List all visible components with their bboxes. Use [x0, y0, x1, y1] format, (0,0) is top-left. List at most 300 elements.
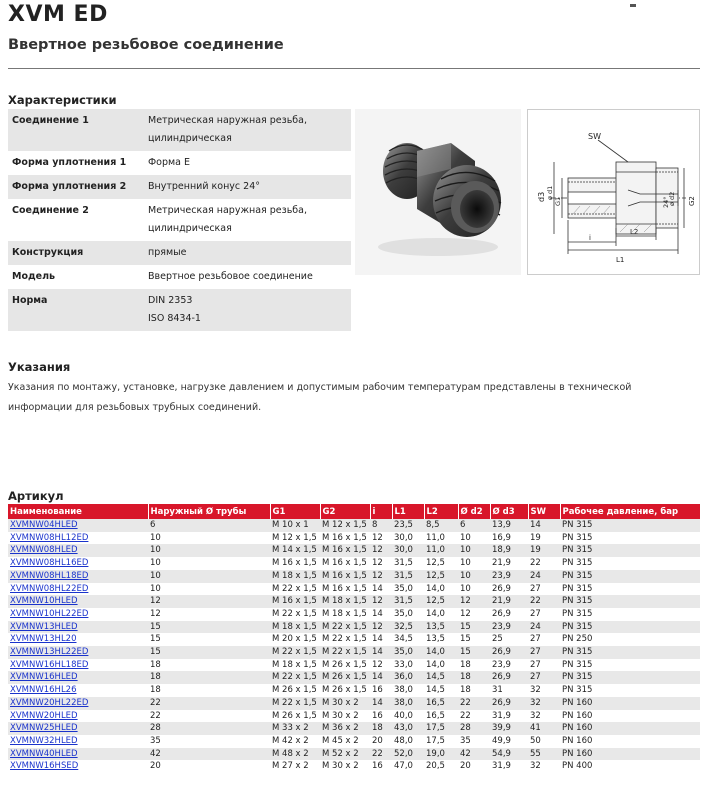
article-link[interactable]: XVMNW40HLED	[8, 748, 148, 761]
table-cell: 32	[528, 697, 560, 710]
article-link[interactable]: XVMNW10HLED	[8, 595, 148, 608]
table-cell: 14,5	[424, 684, 458, 697]
characteristic-value	[144, 109, 351, 151]
characteristic-value-line: ISO 8434-1	[148, 313, 201, 324]
table-cell: 31,9	[490, 760, 528, 773]
table-cell: M 26 x 1,5	[320, 671, 370, 684]
characteristic-value-line: Метрическая наружная резьба,	[148, 115, 307, 126]
table-cell: M 33 x 2	[270, 722, 320, 735]
table-cell: 10	[458, 544, 490, 557]
table-cell: 27	[528, 633, 560, 646]
table-cell: 10	[458, 532, 490, 545]
table-cell: 43,0	[392, 722, 424, 735]
table-cell: M 42 x 2	[270, 735, 320, 748]
characteristic-label: Модель	[8, 265, 144, 289]
table-cell: 12	[148, 608, 270, 621]
table-cell: 39,9	[490, 722, 528, 735]
table-cell: M 16 x 1,5	[320, 532, 370, 545]
table-cell: 30,0	[392, 544, 424, 557]
table-row	[8, 595, 700, 608]
characteristic-row	[8, 175, 351, 199]
table-cell: 12	[458, 595, 490, 608]
table-cell: M 10 x 1	[270, 519, 320, 532]
characteristic-value	[144, 289, 351, 331]
table-cell: PN 315	[560, 532, 700, 545]
table-cell: 35	[148, 735, 270, 748]
divider	[8, 68, 700, 69]
table-cell: M 26 x 1,5	[270, 710, 320, 723]
table-cell: 19	[528, 544, 560, 557]
characteristics-heading: Характеристики	[8, 93, 117, 107]
table-cell: M 16 x 1,5	[320, 570, 370, 583]
column-header: L1	[392, 504, 424, 519]
table-cell: 35,0	[392, 583, 424, 596]
table-cell: M 20 x 1,5	[270, 633, 320, 646]
table-row	[8, 684, 700, 697]
table-cell: 24	[528, 570, 560, 583]
table-cell: 19,0	[424, 748, 458, 761]
column-header: G1	[270, 504, 320, 519]
table-cell: 18,9	[490, 544, 528, 557]
table-cell: 32	[528, 684, 560, 697]
table-cell: 12	[148, 595, 270, 608]
table-cell: 12,5	[424, 595, 458, 608]
table-cell: 6	[148, 519, 270, 532]
table-cell: 13,9	[490, 519, 528, 532]
column-header: L2	[424, 504, 458, 519]
table-row	[8, 697, 700, 710]
article-link[interactable]: XVMNW08HL12ED	[8, 532, 148, 545]
table-cell: 18	[148, 684, 270, 697]
table-row	[8, 544, 700, 557]
table-row	[8, 646, 700, 659]
table-cell: 13,5	[424, 633, 458, 646]
table-cell: 22	[148, 710, 270, 723]
label-g1: G1	[554, 196, 562, 206]
table-cell: 12	[370, 557, 392, 570]
characteristic-row	[8, 289, 351, 331]
article-link[interactable]: XVMNW32HLED	[8, 735, 148, 748]
characteristic-value-line: цилиндрическая	[148, 133, 232, 144]
table-cell: 16,5	[424, 710, 458, 723]
table-cell: 11,0	[424, 532, 458, 545]
characteristic-label: Соединение 2	[8, 199, 144, 241]
table-cell: 20	[148, 760, 270, 773]
table-cell: PN 400	[560, 760, 700, 773]
table-cell: 14	[370, 608, 392, 621]
article-link[interactable]: XVMNW04HLED	[8, 519, 148, 532]
article-link[interactable]: XVMNW16HL26	[8, 684, 148, 697]
table-cell: 14	[370, 633, 392, 646]
table-cell: 15	[148, 646, 270, 659]
table-cell: PN 315	[560, 557, 700, 570]
table-row	[8, 583, 700, 596]
label-g2: G2	[688, 196, 696, 206]
article-link[interactable]: XVMNW10HL22ED	[8, 608, 148, 621]
table-cell: 12	[370, 544, 392, 557]
table-cell: 19	[528, 532, 560, 545]
table-cell: 22	[458, 697, 490, 710]
column-header: Ø d3	[490, 504, 528, 519]
article-link[interactable]: XVMNW08HL16ED	[8, 557, 148, 570]
table-cell: M 22 x 1,5	[270, 646, 320, 659]
table-cell: M 26 x 1,5	[320, 659, 370, 672]
characteristic-value-line: прямые	[148, 247, 187, 258]
characteristic-value	[144, 175, 351, 199]
table-cell: 14,5	[424, 671, 458, 684]
table-cell: M 16 x 1,5	[320, 583, 370, 596]
column-header: Ø d2	[458, 504, 490, 519]
dimension-drawing-icon	[528, 110, 699, 274]
table-cell: M 18 x 1,5	[320, 608, 370, 621]
table-cell: 28	[148, 722, 270, 735]
article-link[interactable]: XVMNW20HL22ED	[8, 697, 148, 710]
table-cell: M 27 x 2	[270, 760, 320, 773]
label-24: 24°	[662, 196, 670, 208]
table-cell: PN 315	[560, 621, 700, 634]
table-cell: 18	[148, 671, 270, 684]
page-subtitle: Ввертное резьбовое соединение	[8, 37, 284, 53]
table-cell: 6	[458, 519, 490, 532]
table-cell: 12	[370, 570, 392, 583]
characteristic-value-line: Метрическая наружная резьба,	[148, 205, 307, 216]
label-d2: ø d2	[668, 191, 676, 206]
article-link[interactable]: XVMNW13HL20	[8, 633, 148, 646]
table-cell: 22	[528, 557, 560, 570]
table-cell: PN 160	[560, 748, 700, 761]
table-cell: M 18 x 1,5	[270, 659, 320, 672]
table-cell: 22	[528, 595, 560, 608]
table-cell: 31	[490, 684, 528, 697]
table-cell: M 48 x 2	[270, 748, 320, 761]
table-cell: 16	[370, 760, 392, 773]
table-cell: 14	[370, 583, 392, 596]
articles-table	[8, 504, 701, 773]
table-row	[8, 722, 700, 735]
table-cell: M 36 x 2	[320, 722, 370, 735]
table-cell: 55	[528, 748, 560, 761]
table-cell: 8	[370, 519, 392, 532]
column-header: SW	[528, 504, 560, 519]
article-link[interactable]: XVMNW08HL18ED	[8, 570, 148, 583]
table-cell: 32	[528, 760, 560, 773]
table-cell: 32,5	[392, 621, 424, 634]
table-cell: 21,9	[490, 557, 528, 570]
table-cell: 23,9	[490, 570, 528, 583]
table-row	[8, 748, 700, 761]
characteristic-value	[144, 151, 351, 175]
table-cell: 12,5	[424, 570, 458, 583]
characteristic-row	[8, 151, 351, 175]
table-cell: 15	[458, 621, 490, 634]
table-cell: 26,9	[490, 608, 528, 621]
table-cell: 20,5	[424, 760, 458, 773]
table-cell: M 30 x 2	[320, 697, 370, 710]
table-cell: 50	[528, 735, 560, 748]
table-cell: 20	[458, 760, 490, 773]
table-cell: 47,0	[392, 760, 424, 773]
table-cell: 16	[370, 710, 392, 723]
table-cell: 22	[148, 697, 270, 710]
column-header: Рабочее давление, бар	[560, 504, 700, 519]
table-cell: M 26 x 1,5	[320, 684, 370, 697]
article-link[interactable]: XVMNW08HL22ED	[8, 583, 148, 596]
table-cell: PN 315	[560, 646, 700, 659]
table-cell: M 30 x 2	[320, 760, 370, 773]
characteristic-label: Форма уплотнения 1	[8, 151, 144, 175]
column-header: G2	[320, 504, 370, 519]
table-cell: 26,9	[490, 583, 528, 596]
table-cell: 26,9	[490, 697, 528, 710]
characteristic-label: Соединение 1	[8, 109, 144, 151]
article-link[interactable]: XVMNW13HLED	[8, 621, 148, 634]
table-row	[8, 608, 700, 621]
table-cell: PN 160	[560, 710, 700, 723]
table-cell: PN 315	[560, 608, 700, 621]
table-cell: 36,0	[392, 671, 424, 684]
table-row	[8, 760, 700, 773]
table-cell: 23,5	[392, 519, 424, 532]
table-cell: 14	[370, 697, 392, 710]
table-cell: 14,0	[424, 583, 458, 596]
table-cell: PN 315	[560, 595, 700, 608]
table-cell: 27	[528, 583, 560, 596]
table-cell: 18	[370, 722, 392, 735]
table-cell: 14,0	[424, 646, 458, 659]
table-cell: 15	[148, 633, 270, 646]
table-row	[8, 532, 700, 545]
table-cell: 35	[458, 735, 490, 748]
label-l1: L1	[616, 256, 625, 264]
table-cell: M 22 x 1,5	[320, 621, 370, 634]
table-cell: 12	[370, 595, 392, 608]
table-cell: 22	[458, 710, 490, 723]
article-link[interactable]: XVMNW13HL22ED	[8, 646, 148, 659]
table-cell: 27	[528, 671, 560, 684]
table-row	[8, 570, 700, 583]
table-cell: PN 315	[560, 544, 700, 557]
table-cell: M 22 x 1,5	[270, 697, 320, 710]
table-cell: 54,9	[490, 748, 528, 761]
table-cell: PN 315	[560, 671, 700, 684]
table-cell: 10	[148, 557, 270, 570]
table-cell: 10	[148, 583, 270, 596]
table-row	[8, 735, 700, 748]
table-cell: PN 250	[560, 633, 700, 646]
table-cell: 18	[458, 684, 490, 697]
table-cell: 31,5	[392, 570, 424, 583]
notes-text: Указания по монтажу, установке, нагрузке давлением и допустимым рабочим температурам представлены в технической информации для резьбовых трубных соединений.	[8, 382, 632, 413]
fitting-photo-icon	[355, 109, 521, 275]
table-cell: 27	[528, 646, 560, 659]
article-link[interactable]: XVMNW20HLED	[8, 710, 148, 723]
table-cell: 10	[458, 557, 490, 570]
characteristic-value-line: Ввертное резьбовое соединение	[148, 271, 313, 282]
table-cell: 14,0	[424, 608, 458, 621]
table-cell: 48,0	[392, 735, 424, 748]
table-cell: 8,5	[424, 519, 458, 532]
characteristic-value	[144, 199, 351, 241]
table-cell: PN 315	[560, 684, 700, 697]
table-cell: 31,9	[490, 710, 528, 723]
label-d3: d3	[537, 191, 546, 202]
characteristic-row	[8, 199, 351, 241]
table-cell: 12	[370, 621, 392, 634]
table-cell: 15	[458, 633, 490, 646]
characteristic-value-line: Форма E	[148, 157, 191, 168]
characteristic-label: Конструкция	[8, 241, 144, 265]
table-row	[8, 671, 700, 684]
table-cell: 52,0	[392, 748, 424, 761]
table-cell: 20	[370, 735, 392, 748]
table-cell: 40,0	[392, 710, 424, 723]
label-d1: ø d1	[546, 185, 554, 200]
table-cell: 16,9	[490, 532, 528, 545]
column-header: Наружный Ø трубы	[148, 504, 270, 519]
table-cell: 15	[148, 621, 270, 634]
table-cell: M 52 x 2	[320, 748, 370, 761]
table-cell: M 22 x 1,5	[320, 633, 370, 646]
table-row	[8, 557, 700, 570]
characteristic-value-line: цилиндрическая	[148, 223, 232, 234]
article-link[interactable]: XVMNW16HLED	[8, 671, 148, 684]
table-cell: M 14 x 1,5	[270, 544, 320, 557]
characteristic-row	[8, 109, 351, 151]
table-cell: 35,0	[392, 646, 424, 659]
table-cell: M 26 x 1,5	[270, 684, 320, 697]
characteristic-label: Форма уплотнения 2	[8, 175, 144, 199]
table-cell: 27	[528, 608, 560, 621]
decorative-mark	[630, 4, 636, 7]
table-cell: M 30 x 2	[320, 710, 370, 723]
table-cell: 14	[370, 646, 392, 659]
table-cell: 15	[458, 646, 490, 659]
table-cell: 42	[148, 748, 270, 761]
table-cell: 11,0	[424, 544, 458, 557]
table-cell: 27	[528, 659, 560, 672]
table-cell: M 22 x 1,5	[270, 671, 320, 684]
table-cell: M 22 x 1,5	[270, 583, 320, 596]
table-cell: M 16 x 1,5	[270, 595, 320, 608]
table-cell: 25	[490, 633, 528, 646]
table-row	[8, 621, 700, 634]
table-cell: 10	[148, 570, 270, 583]
table-cell: PN 160	[560, 697, 700, 710]
table-cell: 49,9	[490, 735, 528, 748]
article-link[interactable]: XVMNW16HSED	[8, 760, 148, 773]
table-cell: 22	[370, 748, 392, 761]
label-sw: SW	[588, 132, 601, 141]
table-cell: 21,9	[490, 595, 528, 608]
characteristic-row	[8, 241, 351, 265]
table-cell: 31,5	[392, 595, 424, 608]
column-header: i	[370, 504, 392, 519]
table-cell: 10	[458, 583, 490, 596]
table-cell: 30,0	[392, 532, 424, 545]
table-cell: 26,9	[490, 671, 528, 684]
characteristic-row	[8, 265, 351, 289]
characteristics-table	[8, 109, 351, 331]
table-cell: M 18 x 1,5	[270, 621, 320, 634]
table-cell: M 16 x 1,5	[320, 557, 370, 570]
table-cell: 12	[458, 608, 490, 621]
table-cell: 23,9	[490, 621, 528, 634]
table-cell: 14	[528, 519, 560, 532]
table-row	[8, 710, 700, 723]
table-cell: 10	[458, 570, 490, 583]
table-cell: 10	[148, 544, 270, 557]
articles-heading: Артикул	[8, 489, 64, 503]
article-link[interactable]: XVMNW25HLED	[8, 722, 148, 735]
table-cell: M 12 x 1,5	[270, 532, 320, 545]
table-row	[8, 519, 700, 532]
characteristic-value	[144, 265, 351, 289]
table-cell: 12	[370, 532, 392, 545]
table-cell: 38,0	[392, 684, 424, 697]
label-i: i	[589, 234, 591, 242]
table-cell: 17,5	[424, 735, 458, 748]
table-cell: 10	[148, 532, 270, 545]
table-cell: PN 315	[560, 659, 700, 672]
table-cell: 31,5	[392, 557, 424, 570]
table-cell: 32	[528, 710, 560, 723]
table-cell: 17,5	[424, 722, 458, 735]
table-cell: 38,0	[392, 697, 424, 710]
article-link[interactable]: XVMNW08HLED	[8, 544, 148, 557]
table-cell: 18	[458, 671, 490, 684]
table-cell: 16,5	[424, 697, 458, 710]
table-cell: 41	[528, 722, 560, 735]
table-cell: 34,5	[392, 633, 424, 646]
page-title: XVM ED	[8, 2, 108, 27]
table-cell: 16	[370, 684, 392, 697]
table-cell: 35,0	[392, 608, 424, 621]
product-photo	[355, 109, 521, 275]
article-link[interactable]: XVMNW16HL18ED	[8, 659, 148, 672]
table-cell: PN 315	[560, 570, 700, 583]
table-cell: PN 315	[560, 519, 700, 532]
table-cell: 28	[458, 722, 490, 735]
label-l2: L2	[630, 228, 639, 236]
table-cell: 18	[148, 659, 270, 672]
table-cell: 42	[458, 748, 490, 761]
table-cell: 14	[370, 671, 392, 684]
column-header: Наименование	[8, 504, 148, 519]
table-cell: PN 160	[560, 722, 700, 735]
table-row	[8, 633, 700, 646]
characteristic-label: Норма	[8, 289, 144, 331]
table-cell: 23,9	[490, 659, 528, 672]
table-cell: M 22 x 1,5	[320, 646, 370, 659]
table-cell: PN 160	[560, 735, 700, 748]
table-cell: M 16 x 1,5	[270, 557, 320, 570]
table-cell: 14,0	[424, 659, 458, 672]
table-cell: M 45 x 2	[320, 735, 370, 748]
table-row	[8, 659, 700, 672]
table-cell: 13,5	[424, 621, 458, 634]
characteristic-value	[144, 241, 351, 265]
table-cell: M 16 x 1,5	[320, 544, 370, 557]
table-cell: 12	[370, 659, 392, 672]
table-cell: PN 315	[560, 583, 700, 596]
notes-heading: Указания	[8, 360, 71, 374]
table-cell: 33,0	[392, 659, 424, 672]
table-cell: 18	[458, 659, 490, 672]
table-cell: 12,5	[424, 557, 458, 570]
table-cell: M 22 x 1,5	[270, 608, 320, 621]
table-cell: 26,9	[490, 646, 528, 659]
table-cell: M 18 x 1,5	[320, 595, 370, 608]
